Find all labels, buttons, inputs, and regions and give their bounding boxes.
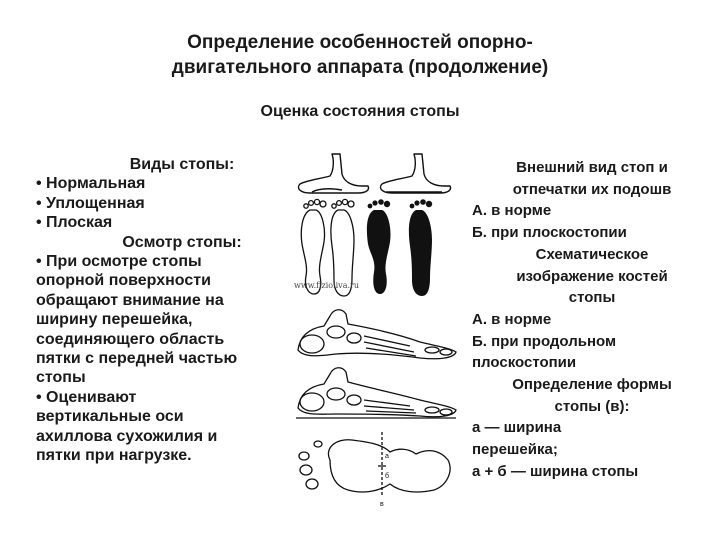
caption-line: перешейка; bbox=[472, 441, 558, 459]
caption-line: стопы (в): bbox=[554, 397, 630, 415]
caption-line: Определение формы bbox=[512, 376, 672, 394]
exam-text-line: • При осмотре стопы bbox=[36, 253, 202, 271]
footprint-solid-flat bbox=[409, 199, 432, 296]
caption-line: А. в норме bbox=[472, 310, 552, 328]
foot-exam-heading: Осмотр стопы: bbox=[122, 233, 242, 251]
exam-text-line: вертикальные оси bbox=[36, 408, 184, 426]
foot-side-view-normal bbox=[298, 154, 368, 193]
footprint-measurement-diagram bbox=[299, 432, 450, 496]
caption-line: плоскостопии bbox=[472, 354, 577, 372]
exam-text-line: пятки при нагрузке. bbox=[36, 447, 192, 465]
caption-line: Внешний вид стоп и bbox=[516, 159, 668, 176]
exam-text-line: ширину перешейка, bbox=[36, 311, 193, 329]
foot-illustration-svg bbox=[290, 148, 460, 508]
caption-line: а — ширина bbox=[472, 419, 562, 437]
exam-text-line: обращают внимание на bbox=[36, 291, 224, 309]
left-text-column bbox=[36, 155, 298, 466]
exam-text-line: • Оценивают bbox=[36, 388, 137, 406]
foot-type-item: • Нормальная bbox=[36, 175, 146, 193]
measure-label-a: а bbox=[385, 453, 389, 460]
slide-title bbox=[0, 30, 720, 80]
measure-label-b: б bbox=[385, 473, 390, 480]
caption-line: изображение костей bbox=[516, 267, 668, 285]
exam-text-line: соединяющего область bbox=[36, 330, 225, 348]
exam-text-line: опорной поверхности bbox=[36, 272, 211, 290]
caption-line: Б. при продольном bbox=[472, 332, 617, 350]
slide-title-line-2: двигательного аппарата (продолжение) bbox=[171, 57, 549, 78]
figure-watermark: www.fizioliva.ru bbox=[294, 281, 359, 290]
slide-title-line-1: Определение особенностей опорно- bbox=[187, 32, 533, 53]
caption-line: Б. при плоскостопии bbox=[472, 224, 627, 242]
right-text-column bbox=[472, 157, 712, 483]
caption-line: Схематическое bbox=[535, 245, 649, 263]
exam-text-line: ахиллова сухожилия и bbox=[36, 427, 218, 445]
exam-text-line: стопы bbox=[36, 369, 86, 387]
foot-illustration bbox=[290, 148, 460, 508]
slide-subtitle: Оценка состояния стопы bbox=[260, 103, 460, 120]
footprint-outline-normal bbox=[301, 199, 326, 294]
measure-label-v: в bbox=[380, 501, 384, 508]
caption-line: А. в норме bbox=[472, 202, 552, 220]
foot-side-view-flat bbox=[380, 154, 450, 193]
caption-line: стопы bbox=[568, 289, 616, 307]
foot-type-item: • Уплощенная bbox=[36, 194, 145, 212]
footprint-solid-normal bbox=[367, 199, 391, 294]
foot-bones-normal bbox=[298, 310, 456, 359]
foot-bones-flat bbox=[296, 368, 456, 418]
caption-line: а + б — ширина стопы bbox=[472, 462, 639, 480]
foot-type-item: • Плоская bbox=[36, 214, 113, 232]
caption-line: отпечатки их подошв bbox=[512, 180, 672, 198]
exam-text-line: пятки с передней частью bbox=[36, 350, 238, 368]
foot-types-heading: Виды стопы: bbox=[129, 156, 235, 173]
